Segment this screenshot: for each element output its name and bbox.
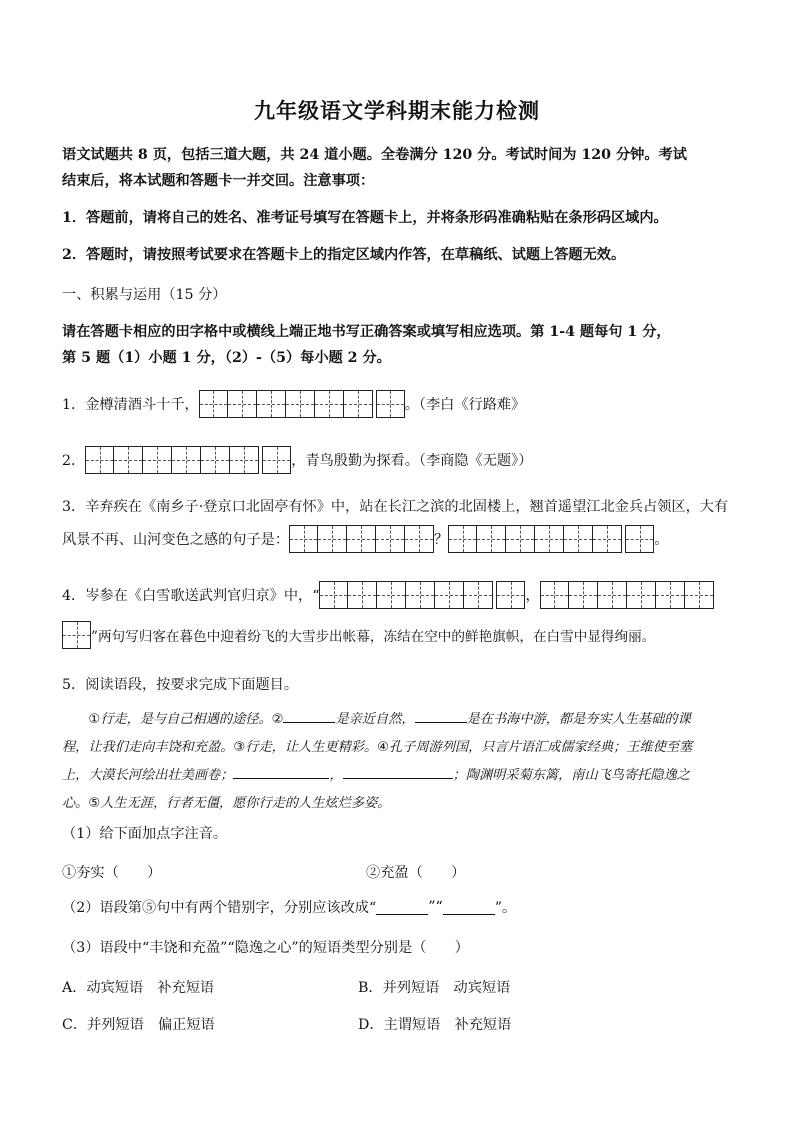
section-instruction-1: 请在答题卡相应的田字格中或横线上端正地书写正确答案或填写相应选项。第 1-4 题每句 1 分， (62, 324, 671, 340)
option-b[interactable]: B．并列短语 动宾短语 (358, 980, 511, 996)
q2-prefix: 2． (62, 453, 86, 469)
note-1: 1．答题前，请将自己的姓名、准考证号填写在答题卡上，并将条形码准确粘贴在条形码区域内。 (62, 210, 668, 226)
q3-line-2-prefix: 风景不再、山河变色之感的句子是： (62, 532, 290, 548)
sub-question-1-b: ②充盈（ ） (366, 865, 466, 881)
passage-text: ；陶渊明采菊东篱，南山飞鸟寄托隐逸之 (452, 768, 690, 783)
option-c[interactable]: C．并列短语 偏正短语 (62, 1017, 215, 1033)
q3-answer-grid-1[interactable] (289, 525, 434, 553)
passage-blank-1[interactable] (283, 708, 335, 723)
sub-question-2-text: ”“ (428, 899, 443, 915)
intro-line-2: 结束后，将本试题和答题卡一并交回。注意事项： (62, 173, 375, 189)
q3-answer-grid-end[interactable] (625, 525, 654, 553)
passage-text: 是在书海中游，都是夯实人生基础的课 (466, 712, 691, 727)
sub-question-2-text: ”。 (494, 900, 517, 916)
question-1 (62, 389, 525, 419)
passage-blank-4[interactable] (343, 764, 453, 779)
sub-question-3: （3）语段中“丰饶和充盈”“隐逸之心”的短语类型分别是（ ） (62, 940, 469, 956)
q4-prefix: 4．岑参在《白雪歌送武判官归京》中，“ (62, 588, 320, 604)
sub-question-2-text: （2）语段第⑤句中有两个错别字，分别应该改成“ (62, 900, 377, 916)
passage-blank-2[interactable] (415, 708, 467, 723)
q4-comma: ， (525, 588, 540, 604)
q3-question-mark: ？ (434, 532, 449, 548)
q1-suffix: 。（李白《行路难》 (404, 397, 526, 413)
sub-question-2-blank-2[interactable] (443, 900, 495, 915)
q4-answer-grid-1-end[interactable] (496, 581, 525, 609)
passage-text: 上，大漠长河绘出壮美画卷； (62, 768, 234, 783)
question-2 (62, 445, 532, 475)
question-3-answers (62, 524, 668, 554)
passage-text: 是亲近自然， (335, 712, 415, 727)
q4-answer-grid-1[interactable] (319, 581, 493, 609)
q4-answer-grid-2-end[interactable] (62, 621, 91, 649)
q2-answer-grid[interactable] (85, 446, 259, 474)
section-instruction-2: 第 5 题（1）小题 1 分，（2）-（5）每小题 2 分。 (62, 350, 391, 366)
q3-line-1: 3．辛弃疾在《南乡子·登京口北固亭有怀》中，站在长江之滨的北固楼上，翘首遥望江北金兵占领区，大有 (62, 499, 729, 515)
page-title: 九年级语文学科期末能力检测 (254, 98, 540, 123)
q5-stem: 5．阅读语段，按要求完成下面题目。 (62, 677, 299, 693)
passage-text: ， (329, 768, 343, 783)
q2-suffix: ，青鸟殷勤为探看。（李商隐《无题》） (291, 453, 533, 469)
sub-question-2-blank-1[interactable] (376, 900, 428, 915)
option-d[interactable]: D．主谓短语 补充短语 (358, 1017, 512, 1033)
sub-question-2 (62, 894, 516, 920)
option-a[interactable]: A．动宾短语 补充短语 (62, 980, 215, 996)
q1-prefix: 1．金樽清酒斗十千， (62, 397, 199, 413)
q4-answer-grid-2[interactable] (540, 581, 714, 609)
q2-answer-grid-end[interactable] (262, 446, 291, 474)
note-2: 2．答题时，请按照考试要求在答题卡上的指定区域内作答，在草稿纸、试题上答题无效。 (62, 247, 626, 263)
q4-line-2-suffix: ”两句写归客在暮色中迎着纷飞的大雪步出帐幕，冻结在空中的鲜艳旗帜，在白雪中显得绚丽。 (91, 629, 656, 645)
q3-end: 。 (654, 532, 669, 548)
passage-text: 程，让我们走向丰饶和充盈。③行走，让人生更精彩。④孔子周游列国，只言片语汇成儒家经典；王维使至塞 (62, 740, 693, 755)
question-4 (62, 580, 714, 610)
q3-answer-grid-2[interactable] (448, 525, 622, 553)
passage-text: ①行走，是与自己相遇的途径。② (88, 712, 284, 727)
reading-passage (62, 706, 734, 818)
passage-blank-3[interactable] (233, 764, 329, 779)
q1-answer-grid[interactable] (199, 390, 373, 418)
q1-answer-grid-end[interactable] (376, 390, 405, 418)
question-4-line-2 (62, 620, 655, 650)
passage-text: 心。⑤人生无涯，行者无僵，愿你行走的人生炫烂多姿。 (62, 796, 391, 811)
section-heading: 一、积累与运用（15 分） (62, 287, 227, 303)
sub-question-1: （1）给下面加点字注音。 (62, 826, 228, 842)
intro-line-1: 语文试题共 8 页，包括三道大题，共 24 道小题。全卷满分 120 分。考试时间为 120 分钟。考试 (62, 147, 687, 163)
sub-question-1-a: ①夯实（ ） (62, 865, 162, 881)
